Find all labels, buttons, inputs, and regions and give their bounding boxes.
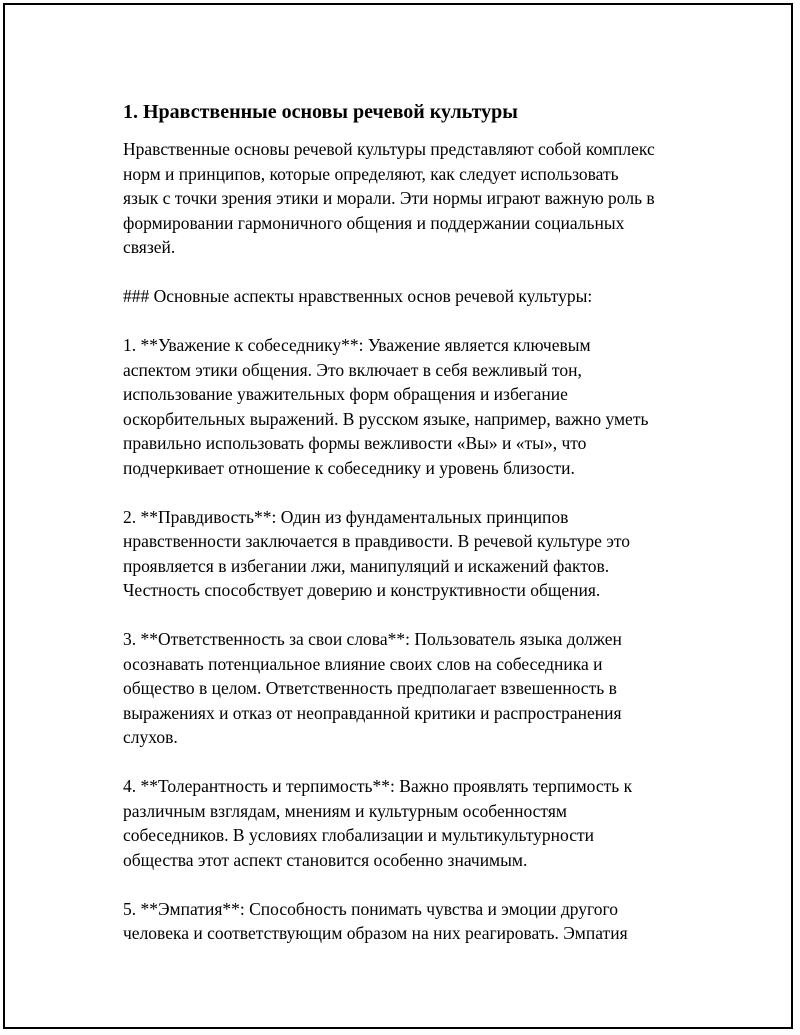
text-line: осознавать потенциальное влияние своих слов на собеседника и <box>123 653 603 674</box>
document-title: 1. Нравственные основы речевой культуры <box>123 101 518 123</box>
text-line: язык с точки зрения этики и морали. Эти нормы играют важную роль в <box>123 188 655 208</box>
text-line: нравственности заключается в правдивости. В речевой культуре это <box>123 531 630 551</box>
text-line: Честность способствует доверию и конструктивности общения. <box>123 580 601 600</box>
list-item-truthfulness <box>123 505 703 603</box>
text-line: 2. **Правдивость**: Один из фундаментальных принципов <box>123 506 569 527</box>
text-line: слухов. <box>123 727 178 747</box>
text-line: использование уважительных форм обращения и избегание <box>123 384 568 404</box>
text-line: общество в целом. Ответственность предполагает взвешенность в <box>123 678 617 698</box>
text-line: формировании гармоничного общения и поддержании социальных <box>123 212 625 233</box>
list-item-responsibility <box>123 627 703 750</box>
text-line: оскорбительных выражений. В русском языке, например, важно уметь <box>123 408 649 429</box>
text-line: подчеркивает отношение к собеседнику и уровень близости. <box>123 457 575 478</box>
text-line: собеседников. В условиях глобализации и мультикультурности <box>123 825 595 845</box>
text-line: 4. **Толерантность и терпимость**: Важно проявлять терпимость к <box>123 776 633 796</box>
text-line: 3. **Ответственность за свои слова**: Пользователь языка должен <box>123 629 622 649</box>
text-line: Нравственные основы речевой культуры представляют собой комплекс <box>123 139 655 159</box>
list-item-empathy <box>123 897 703 946</box>
text-line: различным взглядам, мнениям и культурным особенностям <box>123 800 567 821</box>
list-item-respect <box>123 333 703 480</box>
text-line: ### Основные аспекты нравственных основ речевой культуры: <box>123 286 593 306</box>
text-line: аспектом этики общения. Это включает в себя вежливый тон, <box>123 359 582 380</box>
text-line: общества этот аспект становится особенно значимым. <box>123 849 528 870</box>
page-frame <box>3 3 793 1029</box>
text-line: выражениях и отказ от неоправданной критики и распространения <box>123 702 622 723</box>
document-body <box>123 100 703 970</box>
list-item-tolerance <box>123 774 703 872</box>
text-line: связей. <box>123 237 176 257</box>
text-line: 1. **Уважение к собеседнику**: Уважение является ключевым <box>123 335 591 355</box>
text-line: 5. **Эмпатия**: Способность понимать чувства и эмоции другого <box>123 898 619 919</box>
text-line: правильно использовать формы вежливости «Вы» и «ты», что <box>123 433 587 453</box>
text-line: человека и соответствующим образом на них реагировать. Эмпатия <box>123 923 628 943</box>
text-line: норм и принципов, которые определяют, как следует использовать <box>123 163 619 184</box>
section-heading-paragraph <box>123 284 703 309</box>
text-line: проявляется в избегании лжи, манипуляций и искажений фактов. <box>123 555 610 576</box>
intro-paragraph <box>123 137 703 260</box>
